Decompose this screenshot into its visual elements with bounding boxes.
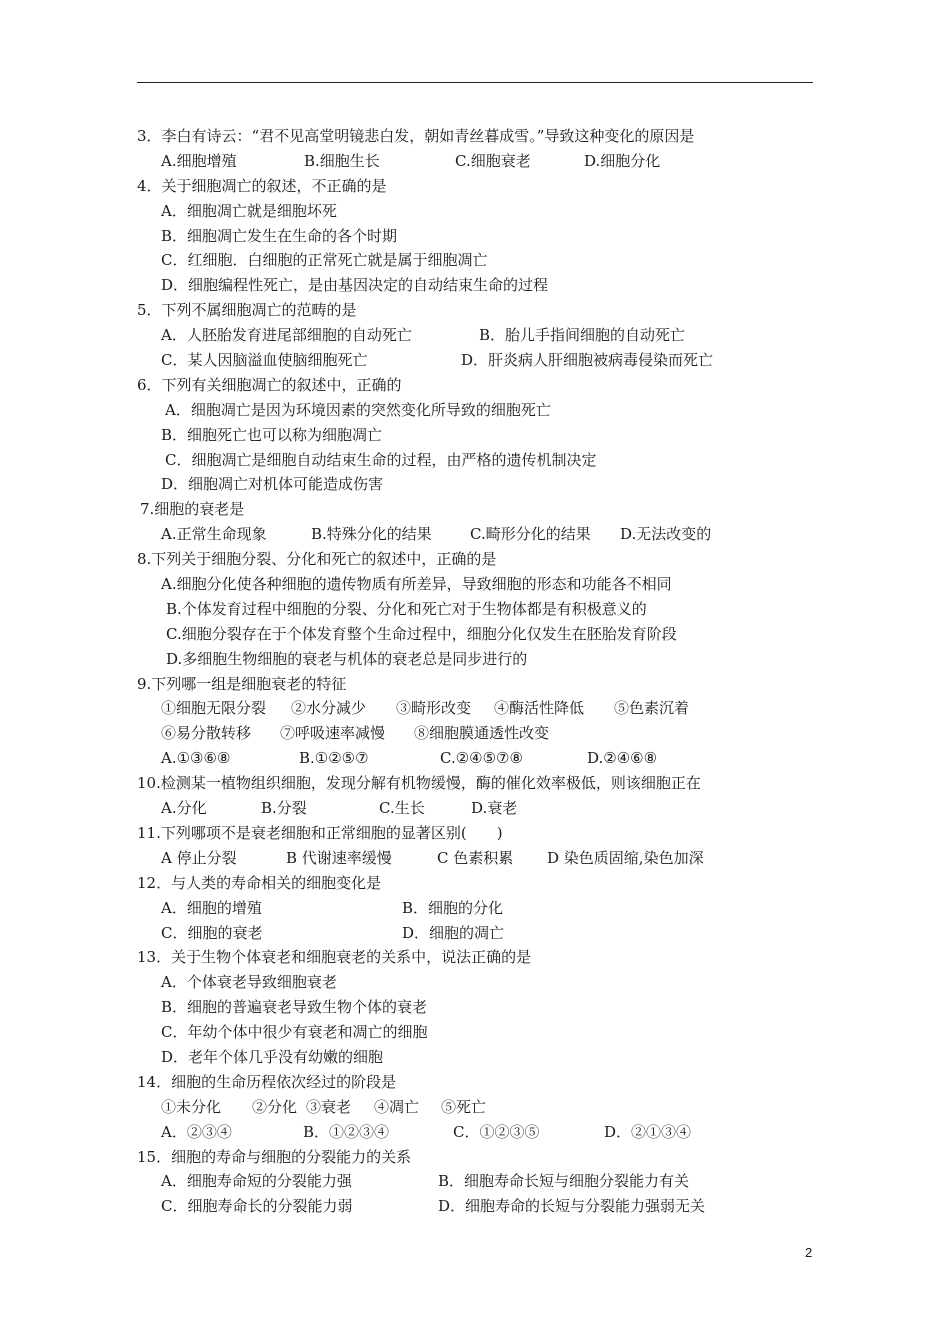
option-a: A.①③⑥⑧ bbox=[161, 749, 231, 768]
question-8-option-d: D.多细胞生物细胞的衰老与机体的衰老总是同步进行的 bbox=[166, 649, 528, 668]
question-7-stem: 7.细胞的衰老是 bbox=[140, 500, 245, 519]
question-4-option-a: A．细胞凋亡就是细胞坏死 bbox=[161, 201, 337, 220]
option-b: B．细胞的分化 bbox=[402, 898, 504, 917]
option-a: A．细胞寿命短的分裂能力强 bbox=[161, 1172, 352, 1191]
question-5-stem: 5．下列不属细胞凋亡的范畴的是 bbox=[137, 301, 357, 320]
question-6-stem: 6．下列有关细胞凋亡的叙述中，正确的 bbox=[137, 375, 402, 394]
option-d: D.②④⑥⑧ bbox=[587, 749, 658, 768]
option-d: D 染色质固缩,染色加深 bbox=[547, 848, 704, 867]
question-12-stem: 12．与人类的寿命相关的细胞变化是 bbox=[137, 873, 382, 892]
question-5-options-cd bbox=[137, 348, 827, 373]
option-a: A.正常生命现象 bbox=[161, 525, 267, 544]
question-6-option-a: A．细胞凋亡是因为环境因素的突然变化所导致的细胞死亡 bbox=[165, 400, 551, 419]
option-c: C．①②③⑤ bbox=[453, 1122, 540, 1141]
question-8-option-a: A.细胞分化使各种细胞的遗传物质有所差异，导致细胞的形态和功能各不相同 bbox=[161, 575, 672, 594]
question-13-option-b: B．细胞的普遍衰老导致生物个体的衰老 bbox=[161, 998, 428, 1017]
question-6-option-b: B．细胞死亡也可以称为细胞凋亡 bbox=[161, 425, 383, 444]
question-11-options bbox=[137, 846, 827, 871]
option-b: B．胎儿手指间细胞的自动死亡 bbox=[479, 326, 686, 345]
option-c: C．细胞寿命长的分裂能力弱 bbox=[161, 1197, 353, 1216]
question-11-stem: 11.下列哪项不是衰老细胞和正常细胞的显著区别( ) bbox=[137, 823, 503, 842]
option-a: A．细胞的增殖 bbox=[161, 898, 262, 917]
option-c: C．某人因脑溢血使脑细胞死亡 bbox=[161, 351, 368, 370]
question-10-options bbox=[137, 796, 827, 821]
option-a: A．②③④ bbox=[161, 1122, 232, 1141]
page-number: 2 bbox=[805, 1245, 813, 1260]
option-d: D．细胞的凋亡 bbox=[402, 923, 505, 942]
option-b: B.特殊分化的结果 bbox=[311, 525, 432, 544]
option-a: A.细胞增殖 bbox=[161, 151, 237, 170]
question-6-option-d: D．细胞凋亡对机体可能造成伤害 bbox=[161, 475, 384, 494]
question-15-stem: 15．细胞的寿命与细胞的分裂能力的关系 bbox=[137, 1147, 412, 1166]
option-c: C.②④⑤⑦⑧ bbox=[440, 749, 523, 768]
option-c: C 色素积累 bbox=[437, 848, 514, 867]
question-8-option-c: C.细胞分裂存在于个体发育整个生命过程中，细胞分化仅发生在胚胎发育阶段 bbox=[166, 624, 677, 643]
question-10-stem: 10.检测某一植物组织细胞，发现分解有机物缓慢，酶的催化效率极低，则该细胞正在 bbox=[137, 774, 701, 793]
option-d: D.细胞分化 bbox=[584, 151, 661, 170]
question-13-option-c: C．年幼个体中很少有衰老和凋亡的细胞 bbox=[161, 1023, 428, 1042]
option-d: D．细胞寿命的长短与分裂能力强弱无关 bbox=[438, 1197, 706, 1216]
question-15-options-ab bbox=[137, 1169, 827, 1194]
header-rule bbox=[137, 82, 813, 83]
option-c: C.畸形分化的结果 bbox=[470, 525, 591, 544]
option-d: D．②①③④ bbox=[604, 1122, 692, 1141]
option-a: A.分化 bbox=[161, 799, 207, 818]
option-b: B.分裂 bbox=[261, 799, 307, 818]
question-6-option-c: C．细胞凋亡是细胞自动结束生命的过程，由严格的遗传机制决定 bbox=[165, 450, 597, 469]
question-12-options-cd bbox=[137, 921, 827, 946]
question-8-stem: 8.下列关于细胞分裂、分化和死亡的叙述中，正确的是 bbox=[137, 550, 497, 569]
option-c: C.生长 bbox=[379, 799, 425, 818]
option-b: B．细胞寿命长短与细胞分裂能力有关 bbox=[438, 1172, 690, 1191]
question-13-option-d: D．老年个体几乎没有幼嫩的细胞 bbox=[161, 1047, 384, 1066]
option-a: A．人胚胎发育进尾部细胞的自动死亡 bbox=[161, 326, 412, 345]
question-3-stem: 3．李白有诗云：“君不见高堂明镜悲白发，朝如青丝暮成雪。”导致这种变化的原因是 bbox=[137, 127, 695, 145]
question-5-options-ab bbox=[137, 323, 827, 348]
option-b: B．①②③④ bbox=[303, 1122, 390, 1141]
question-13-option-a: A．个体衰老导致细胞衰老 bbox=[161, 973, 337, 992]
question-15-options-cd bbox=[137, 1194, 827, 1219]
option-d: D.衰老 bbox=[471, 799, 518, 818]
question-4-option-b: B．细胞凋亡发生在生命的各个时期 bbox=[161, 226, 398, 245]
option-a: A 停止分裂 bbox=[161, 848, 237, 867]
question-9-features-2: ⑥易分散转移 ⑦呼吸速率减慢 ⑧细胞膜通透性改变 bbox=[161, 724, 550, 743]
question-14-options bbox=[137, 1120, 827, 1145]
question-13-stem: 13．关于生物个体衰老和细胞衰老的关系中，说法正确的是 bbox=[137, 948, 532, 967]
question-3-options bbox=[137, 149, 827, 174]
question-4-option-c: C．红细胞．白细胞的正常死亡就是属于细胞凋亡 bbox=[161, 251, 488, 270]
option-b: B.细胞生长 bbox=[304, 151, 380, 170]
question-9-features-1: ①细胞无限分裂 ②水分减少 ③畸形改变 ④酶活性降低 ⑤色素沉着 bbox=[161, 699, 690, 718]
question-list bbox=[137, 124, 827, 1219]
question-9-stem: 9.下列哪一组是细胞衰老的特征 bbox=[137, 674, 347, 693]
option-d: D.无法改变的 bbox=[620, 525, 712, 544]
option-c: C．细胞的衰老 bbox=[161, 923, 263, 942]
question-8-option-b: B.个体发育过程中细胞的分裂、分化和死亡对于生物体都是有积极意义的 bbox=[166, 599, 647, 618]
question-14-stem: 14．细胞的生命历程依次经过的阶段是 bbox=[137, 1072, 397, 1091]
question-4-stem: 4．关于细胞凋亡的叙述，不正确的是 bbox=[137, 176, 387, 195]
question-9-options bbox=[137, 746, 827, 771]
option-d: D．肝炎病人肝细胞被病毒侵染而死亡 bbox=[461, 351, 714, 370]
question-12-options-ab bbox=[137, 896, 827, 921]
question-4-option-d: D．细胞编程性死亡，是由基因决定的自动结束生命的过程 bbox=[161, 276, 549, 295]
option-b: B 代谢速率缓慢 bbox=[286, 848, 392, 867]
option-b: B.①②⑤⑦ bbox=[299, 749, 369, 768]
question-7-options bbox=[137, 522, 827, 547]
option-c: C.细胞衰老 bbox=[455, 151, 531, 170]
question-14-features: ①未分化 ②分化 ③衰老 ④凋亡 ⑤死亡 bbox=[161, 1097, 487, 1116]
